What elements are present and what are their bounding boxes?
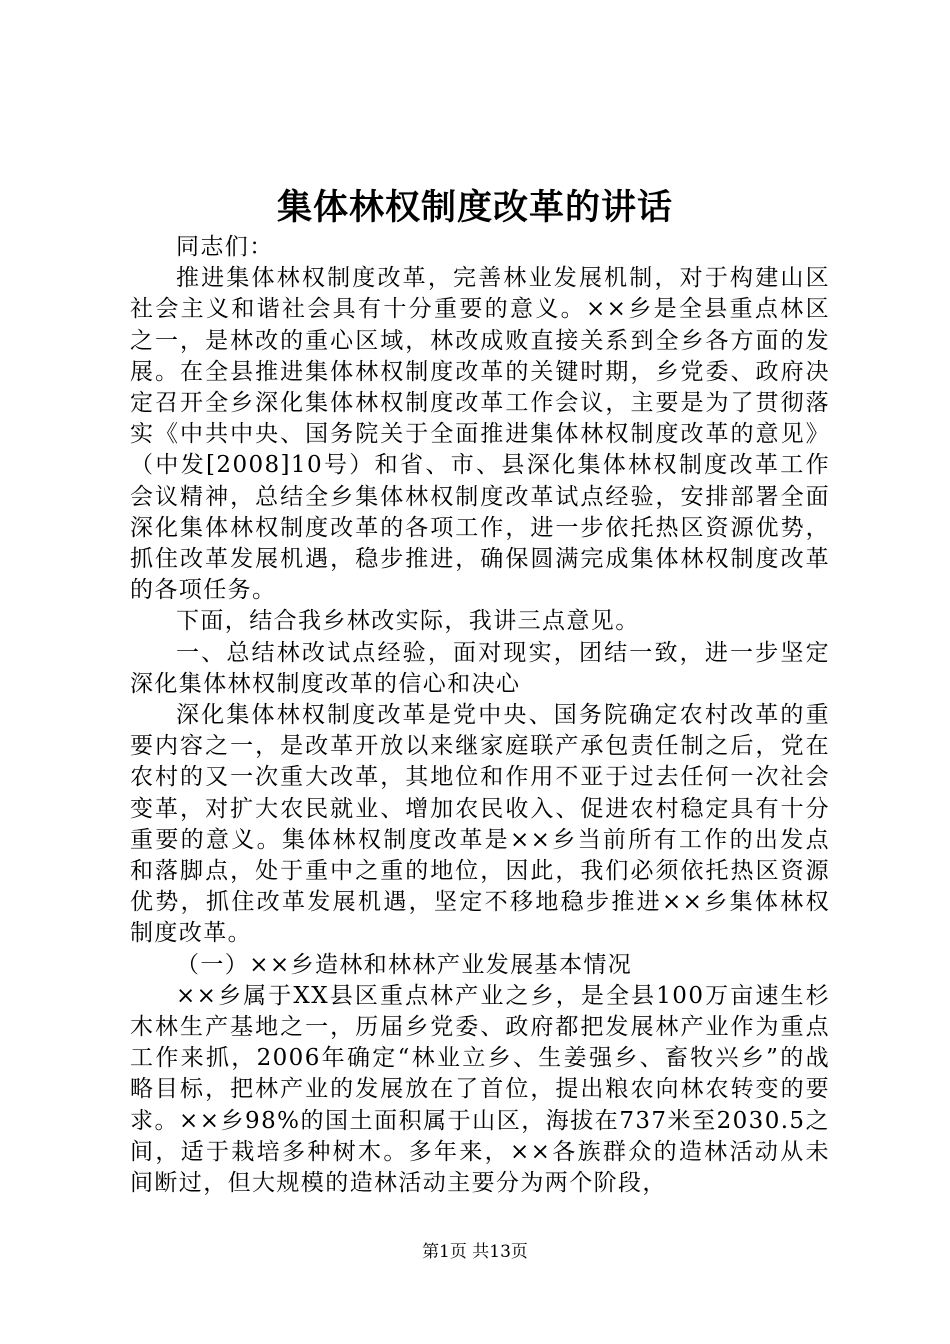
page-footer: 第1页 共13页 <box>422 1242 528 1262</box>
section-heading: 一、总结林改试点经验，面对现实，团结一致，进一步坚定深化集体林权制度改革的信心和决心 <box>130 639 830 697</box>
document-body <box>130 232 830 1199</box>
salutation-paragraph: 同志们： <box>176 234 274 260</box>
body-paragraph: ××乡属于XX县区重点林产业之乡，是全县100万亩速生杉木林生产基地之一，历届乡党委、政府都把发展林产业作为重点工作来抓，2006年确定“林业立乡、生姜强乡、畜牧兴乡”的战略目标，把林产业的发展放在了首位，提出粮农向林农转变的要求。××乡98%的国土面积属于山区，海拔在737米至2030.5之间，适于栽培多种树木。多年来，××各族群众的造林活动从未间断过，但大规模的造林活动主要分为两个阶段， <box>130 982 830 1197</box>
body-paragraph: 深化集体林权制度改革是党中央、国务院确定农村改革的重要内容之一，是改革开放以来继家庭联产承包责任制之后，党在农村的又一次重大改革，其地位和作用不亚于过去任何一次社会变革，对扩大农民就业、增加农民收入、促进农村稳定具有十分重要的意义。集体林权制度改革是××乡当前所有工作的出发点和落脚点，处于重中之重的地位，因此，我们必须依托热区资源优势，抓住改革发展机遇，坚定不移地稳步推进××乡集体林权制度改革。 <box>130 702 830 947</box>
body-paragraph: 下面，结合我乡林改实际，我讲三点意见。 <box>176 608 640 635</box>
body-paragraph: 推进集体林权制度改革，完善林业发展机制，对于构建山区社会主义和谐社会具有十分重要的意义。××乡是全县重点林区之一，是林改的重心区域，林改成败直接关系到全乡各方面的发展。在全县推进集体林权制度改革的关键时期，乡党委、政府决定召开全乡深化集体林权制度改革工作会议，主要是为了贯彻落实《中共中央、国务院关于全面推进集体林权制度改革的意见》（中发[2008]10号）和省、市、县深化集体林权制度改革工作会议精神，总结全乡集体林权制度改革试点经验，安排部署全面深化集体林权制度改革的各项工作，进一步依托热区资源优势，抓住改革发展机遇，稳步推进，确保圆满完成集体林权制度改革的各项任务。 <box>130 265 830 604</box>
document-title: 集体林权制度改革的讲话 <box>276 187 673 228</box>
subsection-heading: （一）××乡造林和林林产业发展基本情况 <box>176 951 633 978</box>
